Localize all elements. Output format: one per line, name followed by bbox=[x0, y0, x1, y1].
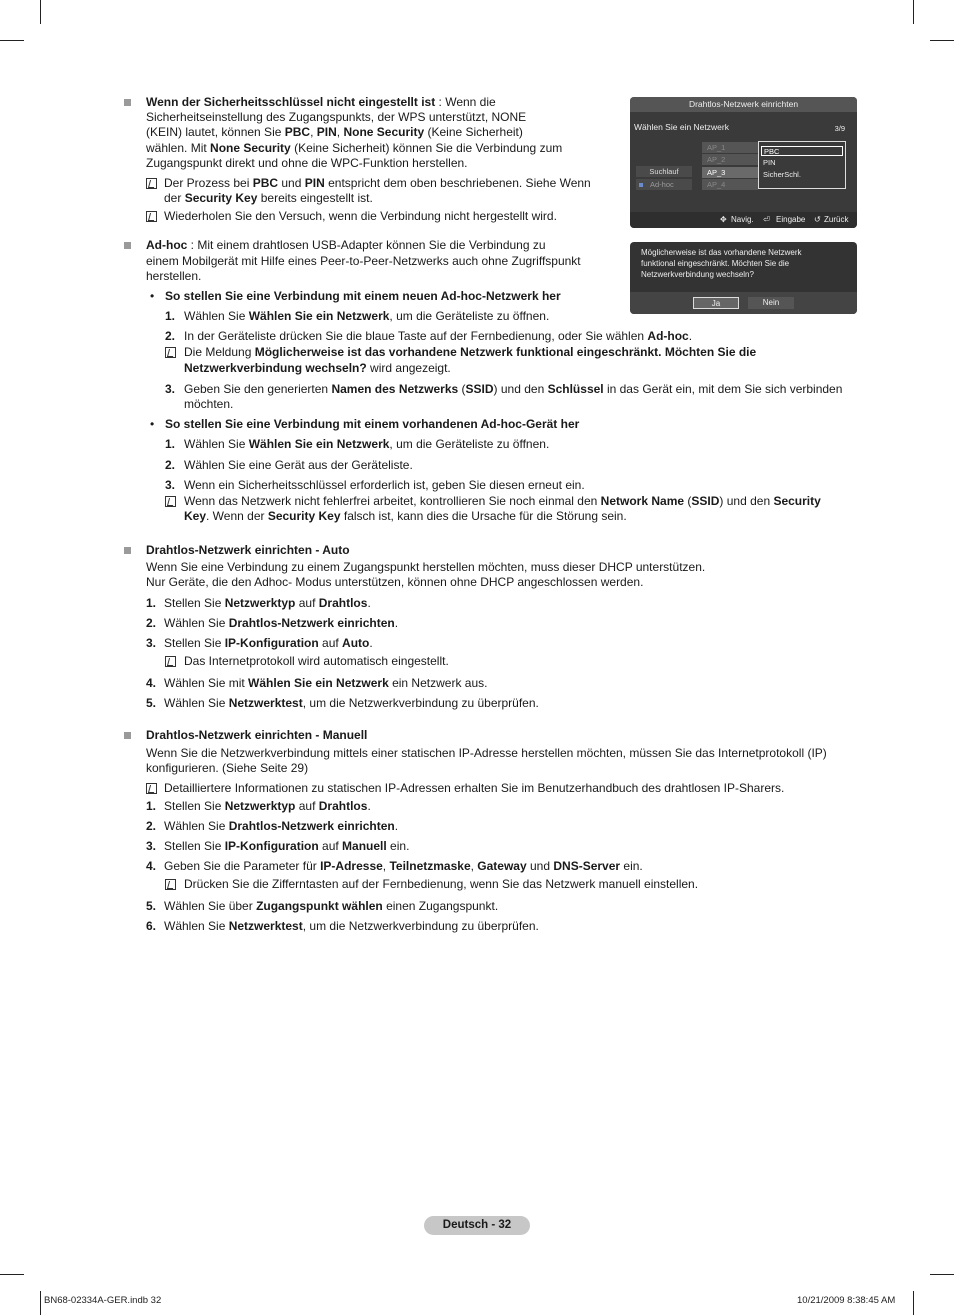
s2-cn2: Key. Wenn der Security Key falsch ist, kann dies die Ursache für die Störung sein. bbox=[184, 509, 627, 523]
step-number: 3. bbox=[146, 839, 157, 853]
no-button[interactable]: Nein bbox=[748, 297, 794, 309]
s4-note: Detailliertere Informationen zu statischen IP-Adressen erhalten Sie im Benutzerhandbuch des drahtlosen IP-Sharers. bbox=[164, 781, 785, 795]
s2-an2: Netzwerkverbindung wechseln? wird angezeigt. bbox=[184, 361, 451, 375]
enter-label: Eingabe bbox=[776, 215, 806, 224]
s2-bullet1: So stellen Sie eine Verbindung mit einem neuen Ad-hoc-Netzwerk her bbox=[165, 289, 561, 303]
step-number: 4. bbox=[146, 859, 157, 873]
tv-confirm-dialog bbox=[630, 242, 857, 314]
bullet: • bbox=[150, 289, 155, 303]
enter-icon: ⏎ bbox=[763, 215, 770, 224]
date-slug: 10/21/2009 8:38:45 AM bbox=[797, 1295, 896, 1306]
security-popup bbox=[758, 141, 846, 189]
s2-a3: Geben Sie den generierten Namen des Netzwerks (SSID) und den Schlüssel in das Gerät ein, mit dem Sie sich verbinden bbox=[184, 382, 843, 396]
ap-item[interactable]: AP_4 bbox=[702, 179, 758, 190]
note-icon bbox=[165, 347, 176, 358]
s2-line1: Ad-hoc : Mit einem drahtlosen USB-Adapter können Sie die Verbindung zu bbox=[146, 238, 546, 252]
popup-item-pbc[interactable]: PBC bbox=[761, 146, 843, 156]
s4-p2: konfigurieren. (Siehe Seite 29) bbox=[146, 761, 309, 775]
s4-i3: Stellen Sie IP-Konfiguration auf Manuell ein. bbox=[164, 839, 410, 853]
step-number: 1. bbox=[165, 437, 176, 451]
nav-label: Navig. bbox=[731, 215, 754, 224]
step-number: 2. bbox=[165, 458, 176, 472]
s3-title: Drahtlos-Netzwerk einrichten - Auto bbox=[146, 543, 350, 557]
tv-network-screen bbox=[630, 97, 857, 228]
tv-page: 3/9 bbox=[834, 124, 845, 133]
note-icon bbox=[146, 211, 157, 222]
note-icon bbox=[165, 496, 176, 507]
blue-key-icon bbox=[639, 183, 643, 187]
tv-title-bar: Drahtlos-Netzwerk einrichten bbox=[630, 97, 857, 112]
s3-i4: Wählen Sie mit Wählen Sie ein Netzwerk ein Netzwerk aus. bbox=[164, 676, 488, 690]
s4-i1: Stellen Sie Netzwerktyp auf Drahtlos. bbox=[164, 799, 371, 813]
s2-c2: Wählen Sie eine Gerät aus der Geräteliste. bbox=[184, 458, 413, 472]
s1-line3: (KEIN) lautet, können Sie PBC, PIN, None Security (Keine Sicherheit) bbox=[146, 125, 523, 139]
s3-p2: Nur Geräte, die den Adhoc- Modus unterstützen, können ohne DHCP angeschlossen werden. bbox=[146, 575, 644, 589]
s3-p1: Wenn Sie eine Verbindung zu einem Zugangspunkt herstellen möchten, muss dieser DHCP unterstützen. bbox=[146, 560, 706, 574]
yes-button[interactable]: Ja bbox=[693, 297, 739, 309]
s2-c3: Wenn ein Sicherheitsschlüssel erforderlich ist, geben Sie diesen erneut ein. bbox=[184, 478, 585, 492]
step-number: 2. bbox=[165, 329, 176, 343]
section-marker bbox=[124, 732, 131, 739]
s2-an: Die Meldung Möglicherweise ist das vorhandene Netzwerk funktional eingeschränkt. Möchten Sie die bbox=[184, 345, 757, 359]
search-button[interactable]: Suchlauf bbox=[636, 166, 692, 177]
dialog-buttons bbox=[630, 292, 857, 314]
s4-i6: Wählen Sie Netzwerktest, um die Netzwerkverbindung zu überprüfen. bbox=[164, 919, 539, 933]
s4-p1: Wenn Sie die Netzwerkverbindung mittels einer statischen IP-Adresse herstellen möchten, müssen Sie das Internetprotokoll (IP) bbox=[146, 746, 827, 760]
step-number: 1. bbox=[165, 309, 176, 323]
s3-i3: Stellen Sie IP-Konfiguration auf Auto. bbox=[164, 636, 373, 650]
section-marker bbox=[124, 242, 131, 249]
note-icon bbox=[165, 879, 176, 890]
s1-line4: wählen. Mit None Security (Keine Sicherheit) können Sie die Verbindung zum bbox=[146, 141, 563, 155]
step-number: 1. bbox=[146, 596, 157, 610]
adhoc-button[interactable]: Ad-hoc bbox=[636, 179, 692, 190]
popup-item-key[interactable]: SicherSchl. bbox=[763, 170, 801, 179]
s4-note2: Drücken Sie die Zifferntasten auf der Fernbedienung, wenn Sie das Netzwerk manuell einstellen. bbox=[184, 877, 699, 891]
s4-i5: Wählen Sie über Zugangspunkt wählen einen Zugangspunkt. bbox=[164, 899, 499, 913]
return-icon: ↺ bbox=[814, 215, 821, 224]
s2-a2: In der Geräteliste drücken Sie die blaue Taste auf der Fernbedienung, oder Sie wählen Ad-hoc. bbox=[184, 329, 693, 343]
step-number: 1. bbox=[146, 799, 157, 813]
s3-i1: Stellen Sie Netzwerktyp auf Drahtlos. bbox=[164, 596, 371, 610]
tv-subtitle: Wählen Sie ein Netzwerk bbox=[634, 122, 729, 132]
step-number: 5. bbox=[146, 899, 157, 913]
step-number: 3. bbox=[165, 478, 176, 492]
s1-line2: Sicherheitseinstellung des Zugangspunkts, der WPS unterstützt, NONE bbox=[146, 110, 527, 124]
s2-line2: einem Mobilgerät mit Hilfe eines Peer-to-Peer-Netzwerks auch ohne Zugriffspunkt bbox=[146, 254, 581, 268]
section-marker bbox=[124, 547, 131, 554]
s2-a3b: möchten. bbox=[184, 397, 234, 411]
page-number: Deutsch - 32 bbox=[424, 1216, 530, 1235]
step-number: 3. bbox=[146, 636, 157, 650]
s2-bullet2: So stellen Sie eine Verbindung mit einem vorhandenen Ad-hoc-Gerät her bbox=[165, 417, 580, 431]
step-number: 4. bbox=[146, 676, 157, 690]
move-icon: ✥ bbox=[720, 215, 727, 224]
s3-i5: Wählen Sie Netzwerktest, um die Netzwerkverbindung zu überprüfen. bbox=[164, 696, 539, 710]
s1-note2: Wiederholen Sie den Versuch, wenn die Verbindung nicht hergestellt wird. bbox=[164, 209, 557, 223]
s3-i2: Wählen Sie Drahtlos-Netzwerk einrichten. bbox=[164, 616, 399, 630]
s4-i4: Geben Sie die Parameter für IP-Adresse, Teilnetzmaske, Gateway und DNS-Server ein. bbox=[164, 859, 643, 873]
note-icon bbox=[146, 178, 157, 189]
step-number: 6. bbox=[146, 919, 157, 933]
s2-line3: herstellen. bbox=[146, 269, 202, 283]
bullet: • bbox=[150, 417, 155, 431]
dialog-message: Möglicherweise ist das vorhandene Netzwerk funktional eingeschränkt. Möchten Sie die Netzwerkverbindung wechseln? bbox=[641, 248, 802, 279]
ap-item[interactable]: AP_3 bbox=[702, 167, 758, 178]
ap-item[interactable]: AP_1 bbox=[702, 142, 758, 153]
s2-a1: Wählen Sie Wählen Sie ein Netzwerk, um die Geräteliste zu öffnen. bbox=[184, 309, 550, 323]
popup-item-pin[interactable]: PIN bbox=[763, 158, 776, 167]
s1-line5: Zugangspunkt direkt und ohne die WPC-Funktion herstellen. bbox=[146, 156, 468, 170]
step-number: 3. bbox=[165, 382, 176, 396]
s3-note: Das Internetprotokoll wird automatisch eingestellt. bbox=[184, 654, 449, 668]
file-slug: BN68-02334A-GER.indb 32 bbox=[44, 1295, 162, 1306]
note-icon bbox=[165, 656, 176, 667]
note-icon bbox=[146, 783, 157, 794]
section-marker bbox=[124, 99, 131, 106]
step-number: 2. bbox=[146, 819, 157, 833]
step-number: 5. bbox=[146, 696, 157, 710]
s4-title: Drahtlos-Netzwerk einrichten - Manuell bbox=[146, 728, 368, 742]
ap-item[interactable]: AP_2 bbox=[702, 154, 758, 165]
s1-line1: Wenn der Sicherheitsschlüssel nicht eingestellt ist : Wenn die bbox=[146, 95, 496, 109]
s2-cn: Wenn das Netzwerk nicht fehlerfrei arbeitet, kontrollieren Sie noch einmal den Network Name (SSID) und den Security bbox=[184, 494, 821, 508]
s2-c1: Wählen Sie Wählen Sie ein Netzwerk, um die Geräteliste zu öffnen. bbox=[184, 437, 550, 451]
step-number: 2. bbox=[146, 616, 157, 630]
return-label: Zurück bbox=[824, 215, 849, 224]
tv-nav-bar bbox=[630, 212, 857, 228]
s1-note1b: der Security Key bereits eingestellt ist. bbox=[164, 191, 373, 205]
s1-note1: Der Prozess bei PBC und PIN entspricht dem oben beschriebenen. Siehe Wenn bbox=[164, 176, 591, 190]
s4-i2: Wählen Sie Drahtlos-Netzwerk einrichten. bbox=[164, 819, 399, 833]
